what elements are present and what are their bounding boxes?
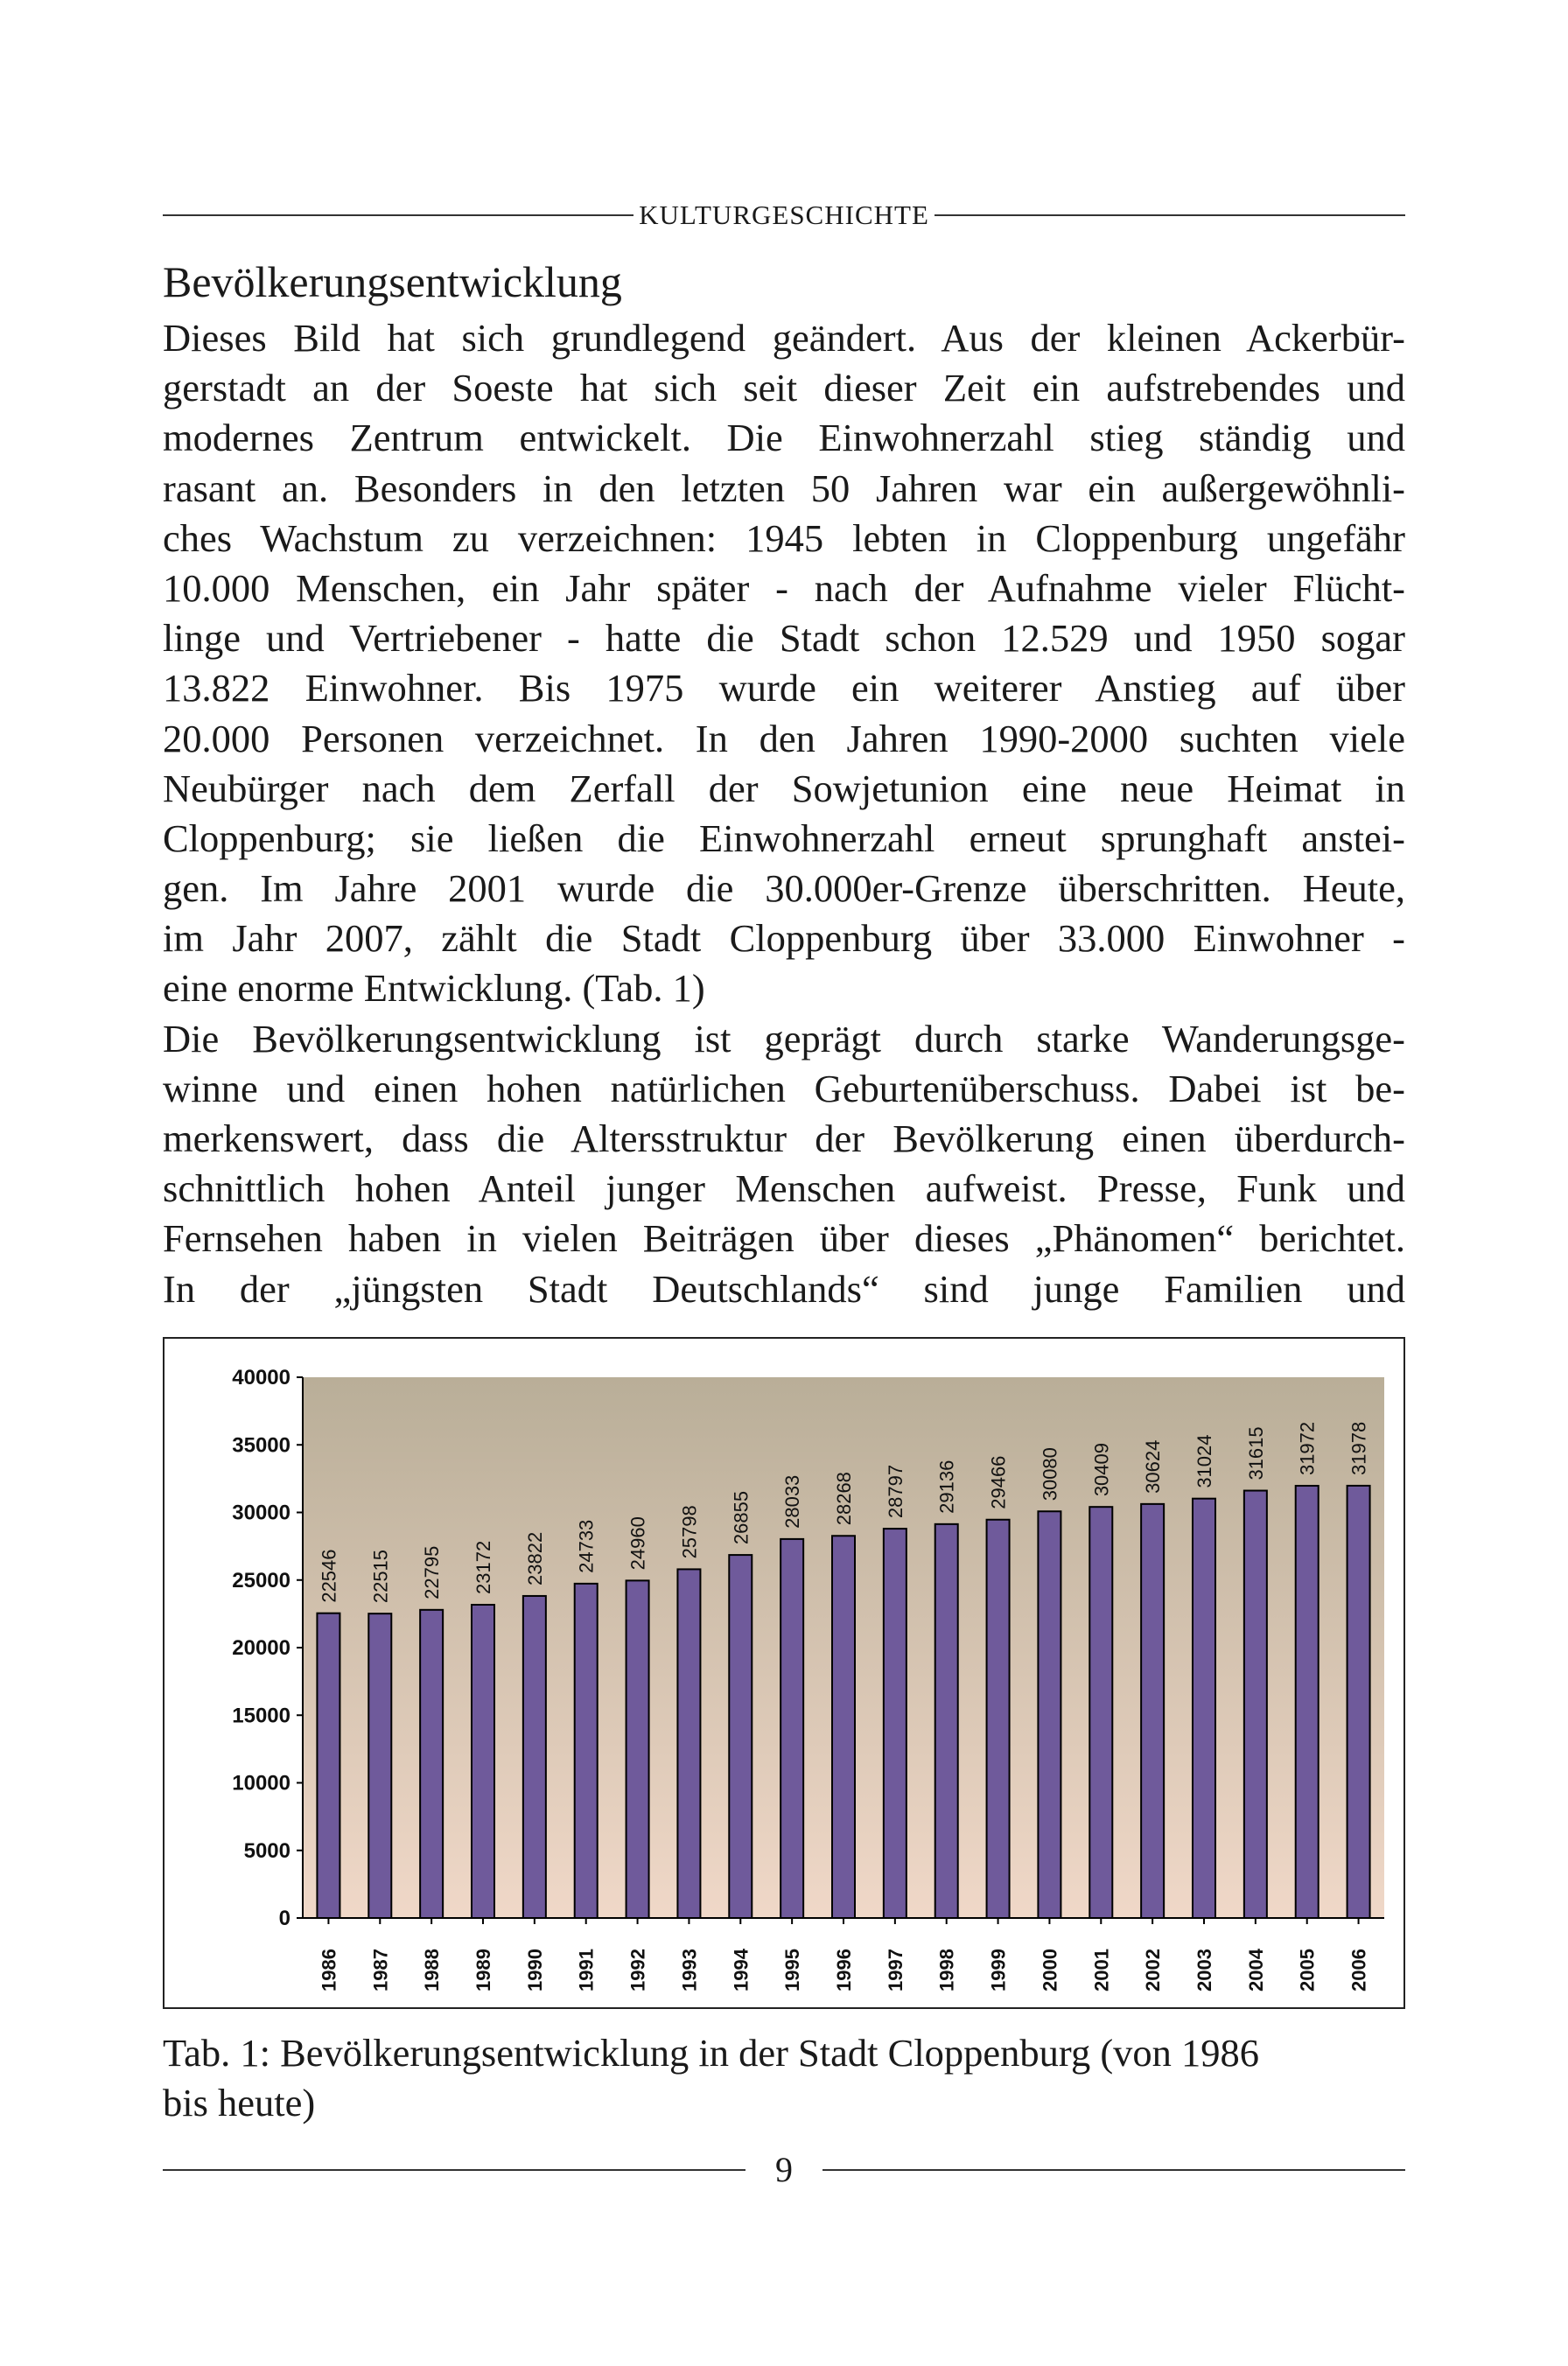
bar bbox=[1089, 1507, 1112, 1918]
body-line: In der „jüngsten Stadt Deutschlands“ sind junge Familien und bbox=[163, 1266, 1405, 1311]
data-label: 28033 bbox=[781, 1474, 804, 1529]
x-tick-label: 1991 bbox=[575, 1949, 598, 1992]
data-label: 25798 bbox=[678, 1505, 701, 1559]
header-rule-right bbox=[934, 214, 1405, 216]
data-label: 31615 bbox=[1244, 1426, 1267, 1480]
bar bbox=[626, 1580, 649, 1918]
y-tick-label: 35000 bbox=[232, 1433, 290, 1458]
data-label: 26855 bbox=[730, 1490, 752, 1545]
x-tick-label: 2005 bbox=[1296, 1949, 1319, 1992]
body-line: 13.822 Einwohner. Bis 1975 wurde ein weiterer Anstieg auf über bbox=[163, 666, 1405, 710]
body-line: Dieses Bild hat sich grundlegend geändert. Aus der kleinen Ackerbür- bbox=[163, 316, 1405, 360]
bar bbox=[677, 1569, 700, 1918]
chart-caption bbox=[163, 2028, 1405, 2128]
section-title: KULTURGESCHICHTE bbox=[639, 200, 929, 230]
x-tick-label: 1999 bbox=[987, 1949, 1010, 1992]
data-label: 28268 bbox=[833, 1472, 855, 1526]
body-line: gen. Im Jahre 2001 wurde die 30.000er-Grenze überschritten. Heute, bbox=[163, 866, 1405, 911]
y-tick-label: 20000 bbox=[232, 1636, 290, 1660]
y-tick-label: 0 bbox=[278, 1907, 290, 1930]
data-label: 28797 bbox=[884, 1464, 906, 1519]
data-label: 29466 bbox=[987, 1455, 1010, 1509]
article-heading: Bevölkerungsentwicklung bbox=[163, 257, 622, 306]
chart-svg bbox=[164, 1339, 1404, 2007]
y-tick-label: 30000 bbox=[232, 1501, 290, 1525]
data-label: 22546 bbox=[318, 1549, 340, 1603]
bar bbox=[1244, 1491, 1267, 1918]
x-tick-label: 2001 bbox=[1090, 1949, 1113, 1992]
x-tick-label: 2004 bbox=[1244, 1949, 1267, 1992]
data-label: 29136 bbox=[935, 1460, 958, 1514]
y-tick-label: 5000 bbox=[243, 1838, 290, 1863]
body-line: im Jahr 2007, zählt die Stadt Cloppenburg über 33.000 Einwohner - bbox=[163, 916, 1405, 961]
bar bbox=[832, 1536, 855, 1918]
bar bbox=[935, 1524, 958, 1918]
body-line: eine enorme Entwicklung. (Tab. 1) bbox=[163, 966, 705, 1011]
data-label: 23172 bbox=[472, 1540, 494, 1594]
data-label: 31972 bbox=[1296, 1421, 1319, 1476]
body-line: Neubürger nach dem Zerfall der Sowjetunion eine neue Heimat in bbox=[163, 766, 1405, 810]
running-header bbox=[163, 200, 1405, 231]
bar bbox=[575, 1584, 598, 1918]
x-tick-label: 1990 bbox=[523, 1949, 546, 1992]
body-line: linge und Vertriebener - hatte die Stadt schon 12.529 und 1950 sogar bbox=[163, 616, 1405, 661]
article-body bbox=[163, 313, 1405, 1314]
bar bbox=[1296, 1486, 1319, 1918]
bar bbox=[1038, 1511, 1060, 1918]
x-tick-label: 1989 bbox=[472, 1949, 494, 1992]
bar bbox=[1141, 1504, 1164, 1918]
y-tick-label: 40000 bbox=[232, 1366, 290, 1390]
x-tick-label: 1994 bbox=[730, 1949, 752, 1992]
bar bbox=[987, 1520, 1010, 1918]
data-label: 31024 bbox=[1194, 1434, 1215, 1488]
x-tick-label: 1986 bbox=[318, 1949, 340, 1992]
bar bbox=[780, 1539, 803, 1918]
x-tick-label: 2003 bbox=[1194, 1949, 1215, 1992]
x-tick-label: 2000 bbox=[1039, 1949, 1061, 1992]
x-tick-label: 1998 bbox=[935, 1949, 958, 1992]
x-tick-label: 2002 bbox=[1142, 1949, 1165, 1992]
data-label: 30624 bbox=[1142, 1439, 1165, 1494]
population-chart bbox=[163, 1337, 1405, 2009]
body-line: Die Bevölkerungsentwicklung ist geprägt durch starke Wanderungsge- bbox=[163, 1016, 1405, 1060]
x-tick-label: 1996 bbox=[833, 1949, 855, 1992]
y-tick-label: 25000 bbox=[232, 1568, 290, 1592]
body-line: winne und einen hohen natürlichen Geburtenüberschuss. Dabei ist be- bbox=[163, 1066, 1405, 1110]
page-footer bbox=[163, 2149, 1405, 2190]
body-line: Fernsehen haben in vielen Beiträgen über dieses „Phänomen“ berichtet. bbox=[163, 1216, 1405, 1261]
body-line: 20.000 Personen verzeichnet. In den Jahren 1990-2000 suchten viele bbox=[163, 716, 1405, 760]
bar bbox=[884, 1529, 906, 1918]
footer-rule-left bbox=[163, 2169, 746, 2171]
x-tick-label: 1993 bbox=[678, 1949, 701, 1992]
y-tick-label: 15000 bbox=[232, 1704, 290, 1728]
header-rule-left bbox=[163, 214, 634, 216]
data-label: 24960 bbox=[626, 1516, 649, 1571]
body-line: modernes Zentrum entwickelt. Die Einwohnerzahl stieg ständig und bbox=[163, 416, 1405, 460]
body-line: ches Wachstum zu verzeichnen: 1945 lebten in Cloppenburg ungefähr bbox=[163, 515, 1405, 560]
x-tick-label: 2006 bbox=[1348, 1949, 1370, 1992]
x-tick-label: 1995 bbox=[781, 1949, 804, 1992]
caption-line-1: Tab. 1: Bevölkerungsentwicklung in der Stadt Cloppenburg (von 1986 bbox=[163, 2031, 1260, 2075]
body-line: 10.000 Menschen, ein Jahr später - nach der Aufnahme vieler Flücht- bbox=[163, 565, 1405, 610]
body-line: Cloppenburg; sie ließen die Einwohnerzahl erneut sprunghaft anstei- bbox=[163, 816, 1405, 860]
data-label: 23822 bbox=[523, 1531, 546, 1586]
body-line: rasant an. Besonders in den letzten 50 Jahren war ein außergewöhnli- bbox=[163, 466, 1405, 510]
bar bbox=[523, 1596, 546, 1918]
data-label: 22795 bbox=[421, 1545, 444, 1600]
bar bbox=[420, 1610, 443, 1918]
footer-rule-right bbox=[822, 2169, 1405, 2171]
body-line: schnittlich hohen Anteil junger Menschen aufweist. Presse, Funk und bbox=[163, 1166, 1405, 1211]
bar bbox=[729, 1555, 752, 1918]
body-line: gerstadt an der Soeste hat sich seit dieser Zeit ein aufstrebendes und bbox=[163, 366, 1405, 410]
data-label: 30080 bbox=[1039, 1447, 1061, 1502]
body-line: merkenswert, dass die Altersstruktur der Bevölkerung einen überdurch- bbox=[163, 1116, 1405, 1160]
y-tick-label: 10000 bbox=[232, 1771, 290, 1796]
x-tick-label: 1997 bbox=[884, 1949, 906, 1992]
page-number: 9 bbox=[775, 2150, 793, 2189]
data-label: 24733 bbox=[575, 1519, 598, 1573]
bar bbox=[472, 1605, 494, 1918]
caption-line-2: bis heute) bbox=[163, 2081, 316, 2124]
data-label: 22515 bbox=[369, 1549, 392, 1604]
x-tick-label: 1988 bbox=[421, 1949, 444, 1992]
bar bbox=[1193, 1499, 1215, 1918]
bar bbox=[1348, 1486, 1370, 1918]
bar bbox=[368, 1614, 391, 1918]
data-label: 30409 bbox=[1090, 1442, 1113, 1497]
bar bbox=[317, 1614, 340, 1918]
x-tick-label: 1987 bbox=[369, 1949, 392, 1992]
data-label: 31978 bbox=[1348, 1421, 1370, 1475]
x-tick-label: 1992 bbox=[626, 1949, 649, 1992]
